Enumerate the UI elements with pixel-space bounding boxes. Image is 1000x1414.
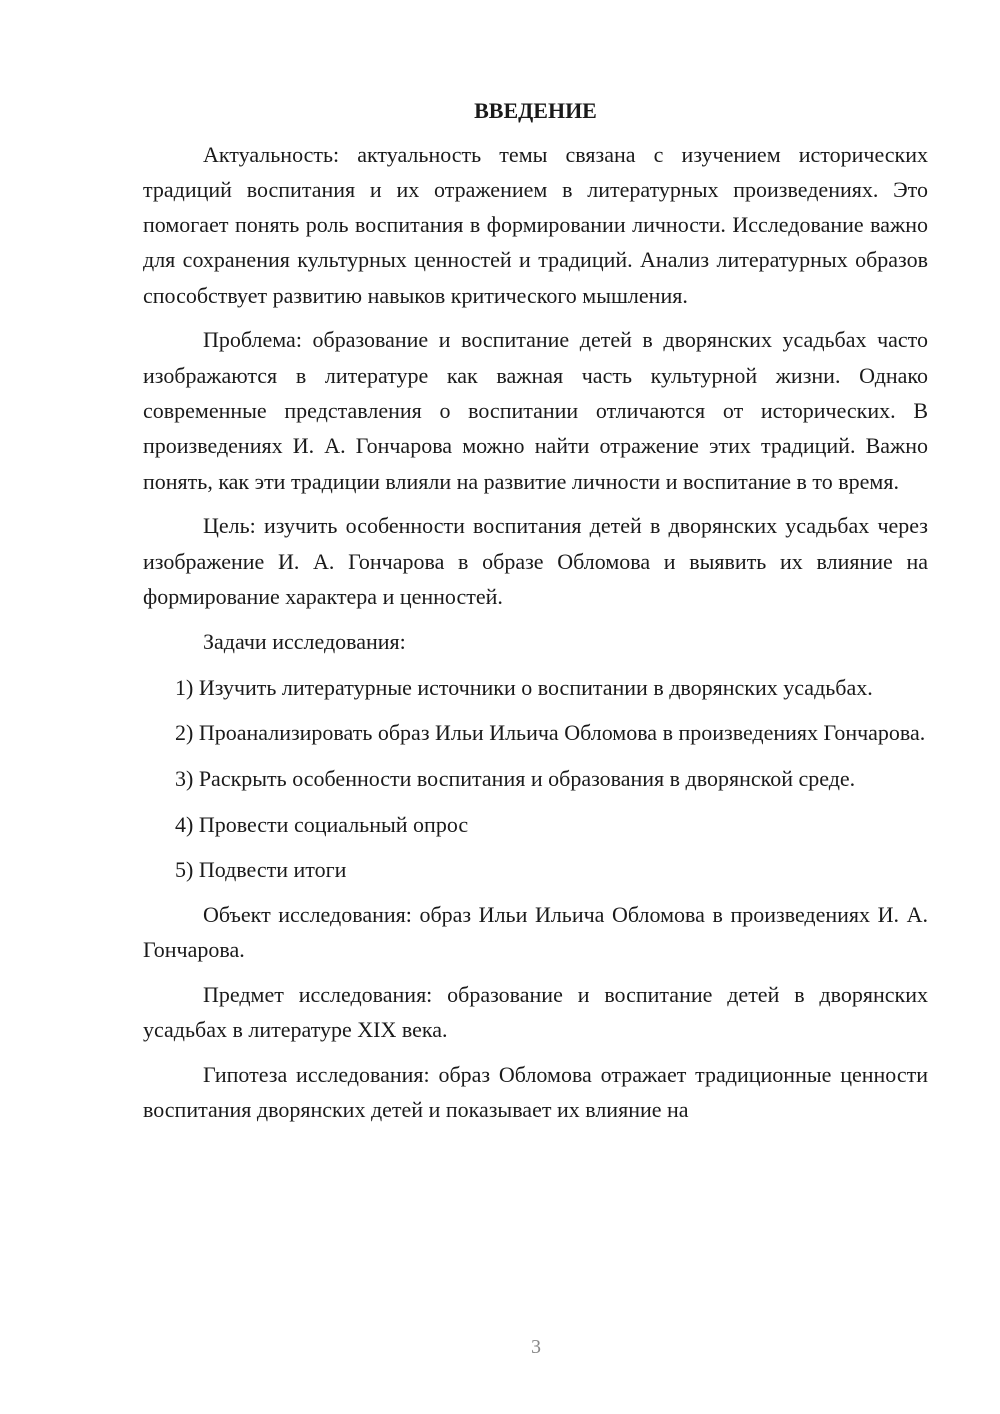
- task-item-3: 3) Раскрыть особенности воспитания и образования в дворянской среде.: [175, 766, 856, 792]
- relevance-paragraph: Актуальность: актуальность темы связана с изучением исторических традиций воспитания и их отражением в литературных произведениях. Это помогает понять роль воспитания в формировании личности. Исследование важно для сохранения культурных ценностей и традиций. Анализ литературных образов способствует развитию навыков критического мышления.: [143, 141, 928, 308]
- page-number: 3: [531, 1336, 541, 1358]
- task-item-5: 5) Подвести итоги: [175, 856, 347, 882]
- tasks-heading: Задачи исследования:: [203, 628, 406, 654]
- object-paragraph: Объект исследования: образ Ильи Ильича Обломова в произведениях И. А. Гончарова.: [143, 901, 928, 962]
- section-title: ВВЕДЕНИЕ: [474, 98, 597, 123]
- goal-paragraph: Цель: изучить особенности воспитания детей в дворянских усадьбах через изображение И. А. Гончарова в образе Обломова и выявить их влияние на формирование характера и ценностей.: [143, 513, 928, 610]
- task-item-1: 1) Изучить литературные источники о воспитании в дворянских усадьбах.: [175, 674, 873, 700]
- task-item-4: 4) Провести социальный опрос: [175, 812, 469, 838]
- problem-paragraph: Проблема: образование и воспитание детей в дворянских усадьбах часто изображаются в литературе как важная часть культурной жизни. Однако современные представления о воспитании отличаются от исторических. В произведениях И. А. Гончарова можно найти отражение этих традиций. Важно понять, как эти традиции влияли на развитие личности и воспитание в то время.: [143, 327, 928, 494]
- document-page: [143, 95, 928, 1127]
- subject-paragraph: Предмет исследования: образование и воспитание детей в дворянских усадьбах в литературе XIX века.: [143, 981, 928, 1043]
- hypothesis-paragraph: Гипотеза исследования: образ Обломова отражает традиционные ценности воспитания дворянских детей и показывает их влияние на: [143, 1061, 928, 1123]
- task-item-2: 2) Проанализировать образ Ильи Ильича Обломова в произведениях Гончарова.: [175, 720, 926, 746]
